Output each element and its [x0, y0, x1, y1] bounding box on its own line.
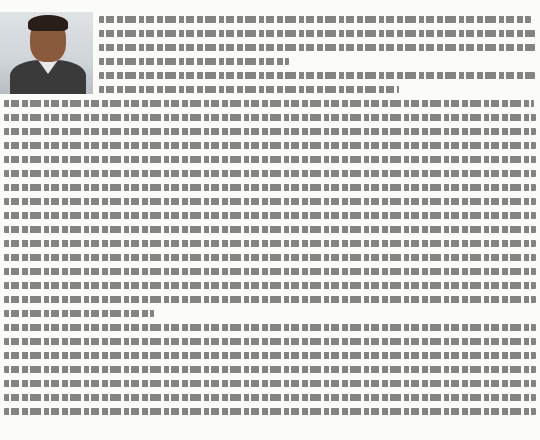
photo-hair: [28, 15, 68, 31]
body-lines: [4, 96, 536, 418]
lede-column: [99, 12, 535, 98]
lede-lines: [99, 12, 535, 96]
byline-bar: [0, 0, 540, 10]
article-body: [4, 96, 536, 420]
author-photo: [0, 12, 93, 94]
